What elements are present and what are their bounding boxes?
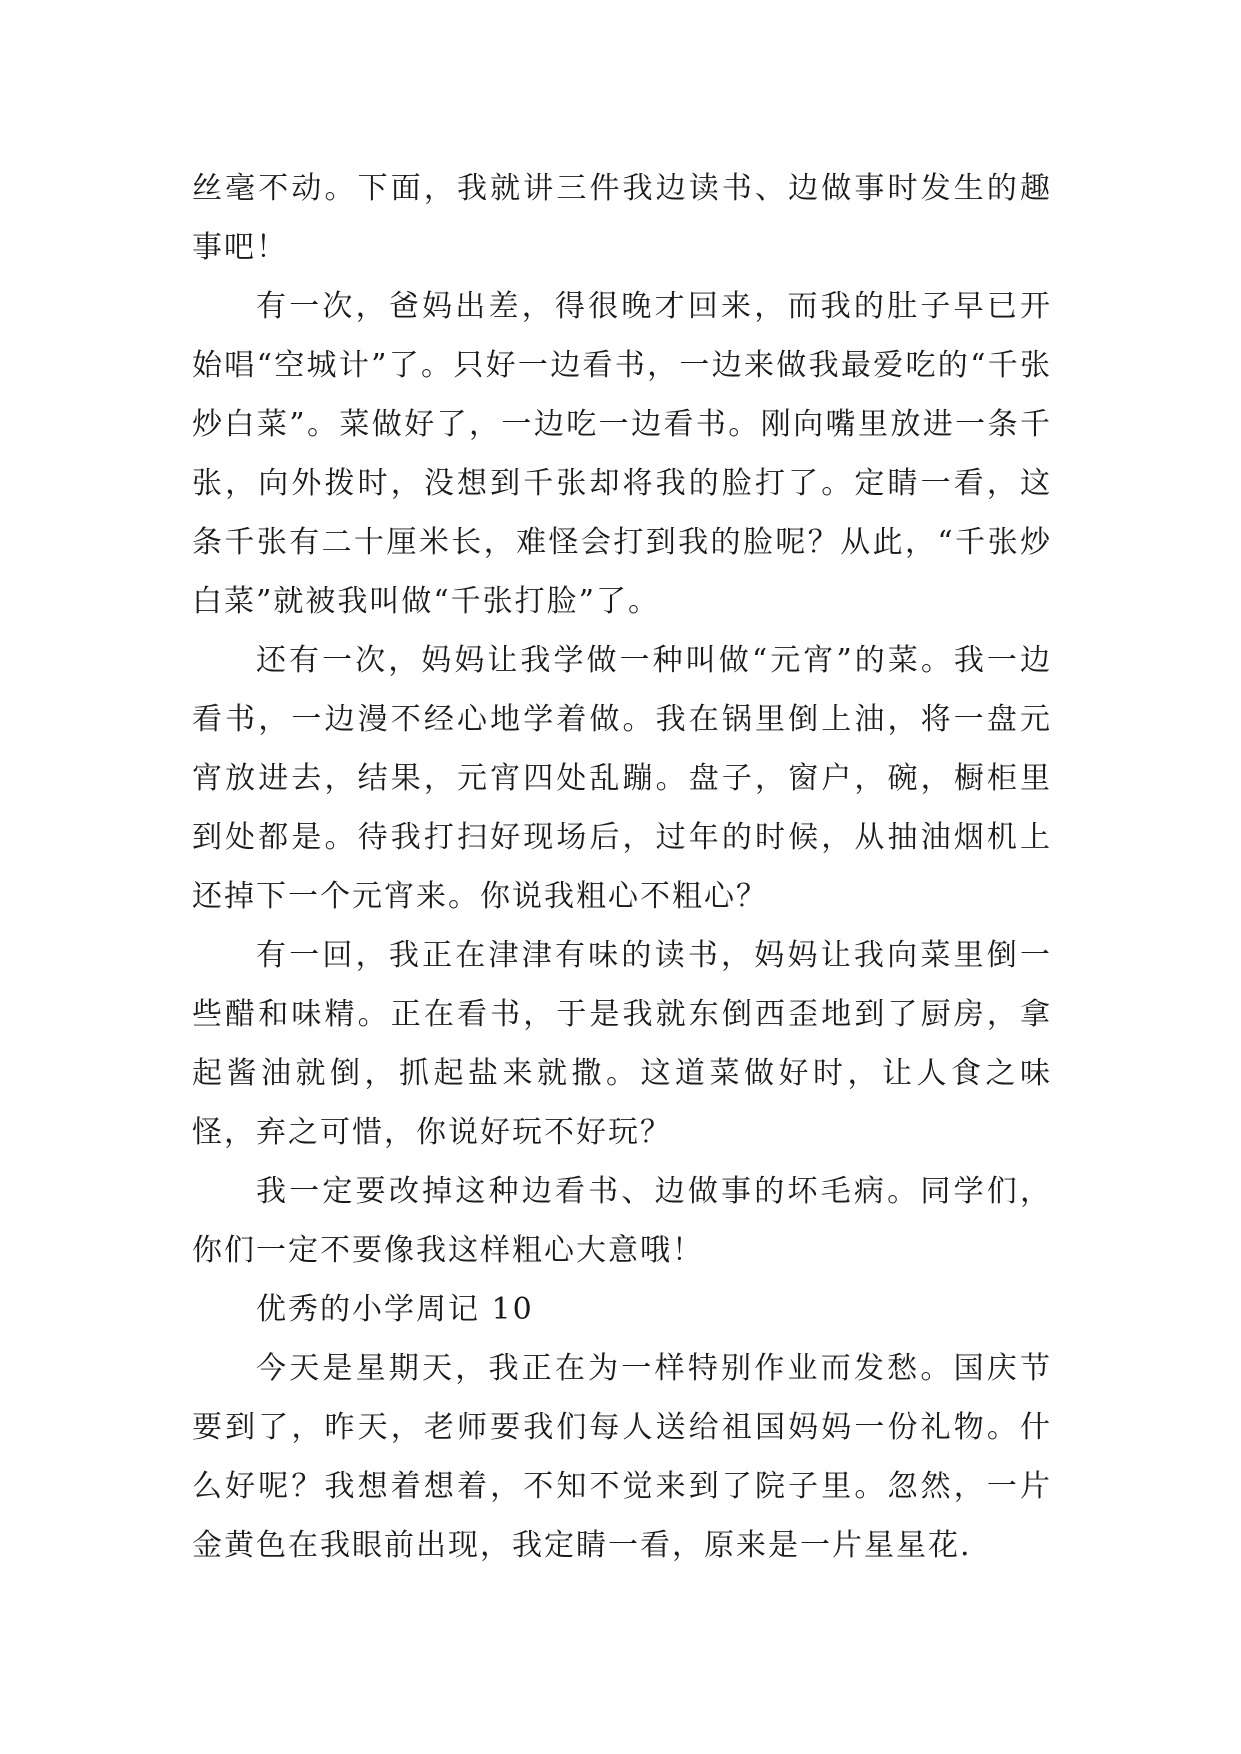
paragraph-story-one: 有一次，爸妈出差，得很晚才回来，而我的肚子早已开始唱“空城计”了。只好一边看书，一边来做我最爱吃的“千张炒白菜”。菜做好了，一边吃一边看书。刚向嘴里放进一条千张，向外拨时，没想到千张却将我的脸打了。定睛一看，这条千张有二十厘米长，难怪会打到我的脸呢？从此，“千张炒白菜”就被我叫做“千张打脸”了。 xyxy=(192,289,1052,619)
section-heading: 优秀的小学周记 10 xyxy=(256,1292,534,1327)
paragraph-story-two: 还有一次，妈妈让我学做一种叫做“元宵”的菜。我一边看书，一边漫不经心地学着做。我在锅里倒上油，将一盘元宵放进去，结果，元宵四处乱蹦。盘子，窗户，碗，橱柜里到处都是。待我打扫好现场后，过年的时候，从抽油烟机上还掉下一个元宵来。你说我粗心不粗心？ xyxy=(192,643,1052,914)
document-body xyxy=(192,159,1052,1575)
paragraph-new-entry: 今天是星期天，我正在为一样特别作业而发愁。国庆节要到了，昨天，老师要我们每人送给祖国妈妈一份礼物。什么好呢？我想着想着，不知不觉来到了院子里。忽然，一片金黄色在我眼前出现，我定睛一看，原来是一片星星花. xyxy=(192,1351,1052,1563)
paragraph-conclusion: 我一定要改掉这种边看书、边做事的坏毛病。同学们，你们一定不要像我这样粗心大意哦！ xyxy=(192,1174,1052,1268)
paragraph-story-three: 有一回，我正在津津有味的读书，妈妈让我向菜里倒一些醋和味精。正在看书，于是我就东倒西歪地到了厨房，拿起酱油就倒，抓起盐来就撒。这道菜做好时，让人食之味怪，弃之可惜，你说好玩不好玩？ xyxy=(192,938,1052,1150)
paragraph-intro-ending: 丝毫不动。下面，我就讲三件我边读书、边做事时发生的趣事吧！ xyxy=(192,171,1052,265)
